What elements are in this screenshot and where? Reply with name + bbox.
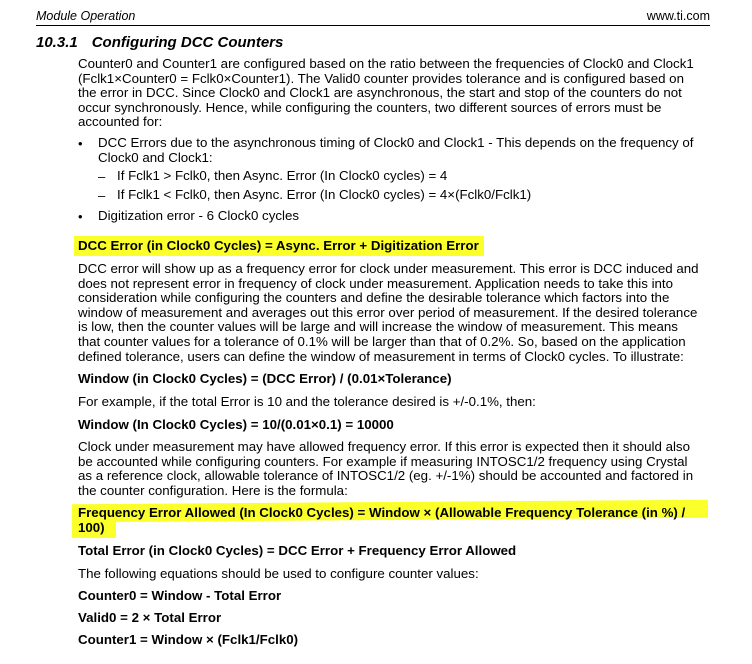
para-line: that counter values for a tolerance of 0.1% will be larger than that of 0.2%. So, based on the application bbox=[78, 333, 686, 349]
bullet-line: DCC Errors due to the asynchronous timing of Clock0 and Clock1 - This depends on the frequency of bbox=[98, 135, 694, 150]
equation-counter0: Counter0 = Window - Total Error bbox=[78, 588, 282, 603]
equation-valid0: Valid0 = 2 × Total Error bbox=[78, 610, 222, 625]
para-line: is low, then the counter values will be large and will increase the window of measurement. This means bbox=[78, 319, 678, 335]
section-title: Configuring DCC Counters bbox=[91, 34, 284, 51]
equation-total-error: Total Error (in Clock0 Cycles) = DCC Error + Frequency Error Allowed bbox=[78, 543, 517, 558]
intro-paragraph bbox=[78, 57, 710, 130]
sub-bullet-text: If Fclk1 > Fclk0, then Async. Error (In Clock0 cycles) = 4 bbox=[117, 168, 448, 183]
bullet-dot: • bbox=[78, 209, 83, 224]
equation-line: Frequency Error Allowed (In Clock0 Cycles) = Window × (Allowable Frequency Tolerance (in %) / bbox=[78, 505, 686, 520]
intro-line: accounted for: bbox=[78, 114, 163, 130]
para-line: as a reference clock, allowable tolerance of INTOSC1/2 (eg. +/-1%) should be accounted and factored in bbox=[78, 468, 694, 484]
explanation-paragraph bbox=[78, 262, 710, 364]
equation-line: 100) bbox=[78, 519, 105, 535]
para-line: window of measurement and averages out this error over period of measurement. If the desired tolerance bbox=[78, 304, 698, 320]
example-text: For example, if the total Error is 10 and the tolerance desired is +/-0.1%, then: bbox=[78, 394, 536, 409]
equation-window: Window (in Clock0 Cycles) = (DCC Error) / (0.01×Tolerance) bbox=[78, 371, 452, 386]
page-header-right-link[interactable]: www.ti.com bbox=[646, 9, 710, 23]
intro-line: Counter0 and Counter1 are configured based on the ratio between the frequencies of Clock0 and Clock1 bbox=[78, 56, 694, 71]
intro-line: the error in DCC. Since Clock0 and Clock1 are asynchronous, the start and stop of the counters do not bbox=[78, 85, 682, 101]
bullet-dot: • bbox=[78, 136, 83, 151]
sub-bullet-dash: – bbox=[98, 188, 106, 203]
para-line: Clock under measurement may have allowed frequency error. If this error is expected then it should also bbox=[78, 439, 690, 454]
para-line: does not represent error in frequency of clock under measurement. Application needs to take this into bbox=[78, 275, 674, 291]
equation-frequency-error bbox=[78, 506, 710, 535]
bullet-text: Digitization error - 6 Clock0 cycles bbox=[98, 208, 299, 223]
bullet-text bbox=[98, 136, 710, 165]
section-heading bbox=[36, 34, 283, 51]
para-line: defined tolerance, users can define the window of measurement in terms of Clock0 cycles. To illustrate: bbox=[78, 348, 684, 364]
sub-bullet-dash: – bbox=[98, 169, 106, 184]
para-line: DCC error will show up as a frequency error for clock under measurement. This error is DCC induced and bbox=[78, 261, 699, 276]
intro-line: occur synchronously. Hence, while configuring the counters, two different sources of errors must be bbox=[78, 99, 662, 115]
sub-bullet-text: If Fclk1 < Fclk0, then Async. Error (In Clock0 cycles) = 4×(Fclk0/Fclk1) bbox=[117, 187, 532, 202]
para-line: consideration while configuring the counters and define the desirable tolerance which factors into the bbox=[78, 290, 670, 306]
header-rule bbox=[36, 25, 710, 26]
para-line: the counter configuration. Here is the formula: bbox=[78, 482, 348, 498]
equation-counter1: Counter1 = Window × (Fclk1/Fclk0) bbox=[78, 632, 299, 647]
equation-window-example: Window (In Clock0 Cycles) = 10/(0.01×0.1) = 10000 bbox=[78, 417, 394, 432]
intro-line: (Fclk1×Counter0 = Fclk0×Counter1). The Valid0 counter provides tolerance and is configured based on bbox=[78, 70, 684, 86]
following-text: The following equations should be used to configure counter values: bbox=[78, 566, 479, 581]
bullet-line: Clock0 and Clock1: bbox=[98, 149, 213, 165]
page-header-left: Module Operation bbox=[36, 9, 136, 23]
section-number: 10.3.1 bbox=[36, 34, 78, 51]
frequency-paragraph bbox=[78, 440, 710, 498]
para-line: be accounted while configuring counters. For example if measuring INTOSC1/2 frequency using Crystal bbox=[78, 453, 688, 469]
equation-dcc-error: DCC Error (in Clock0 Cycles) = Async. Error + Digitization Error bbox=[78, 238, 479, 253]
